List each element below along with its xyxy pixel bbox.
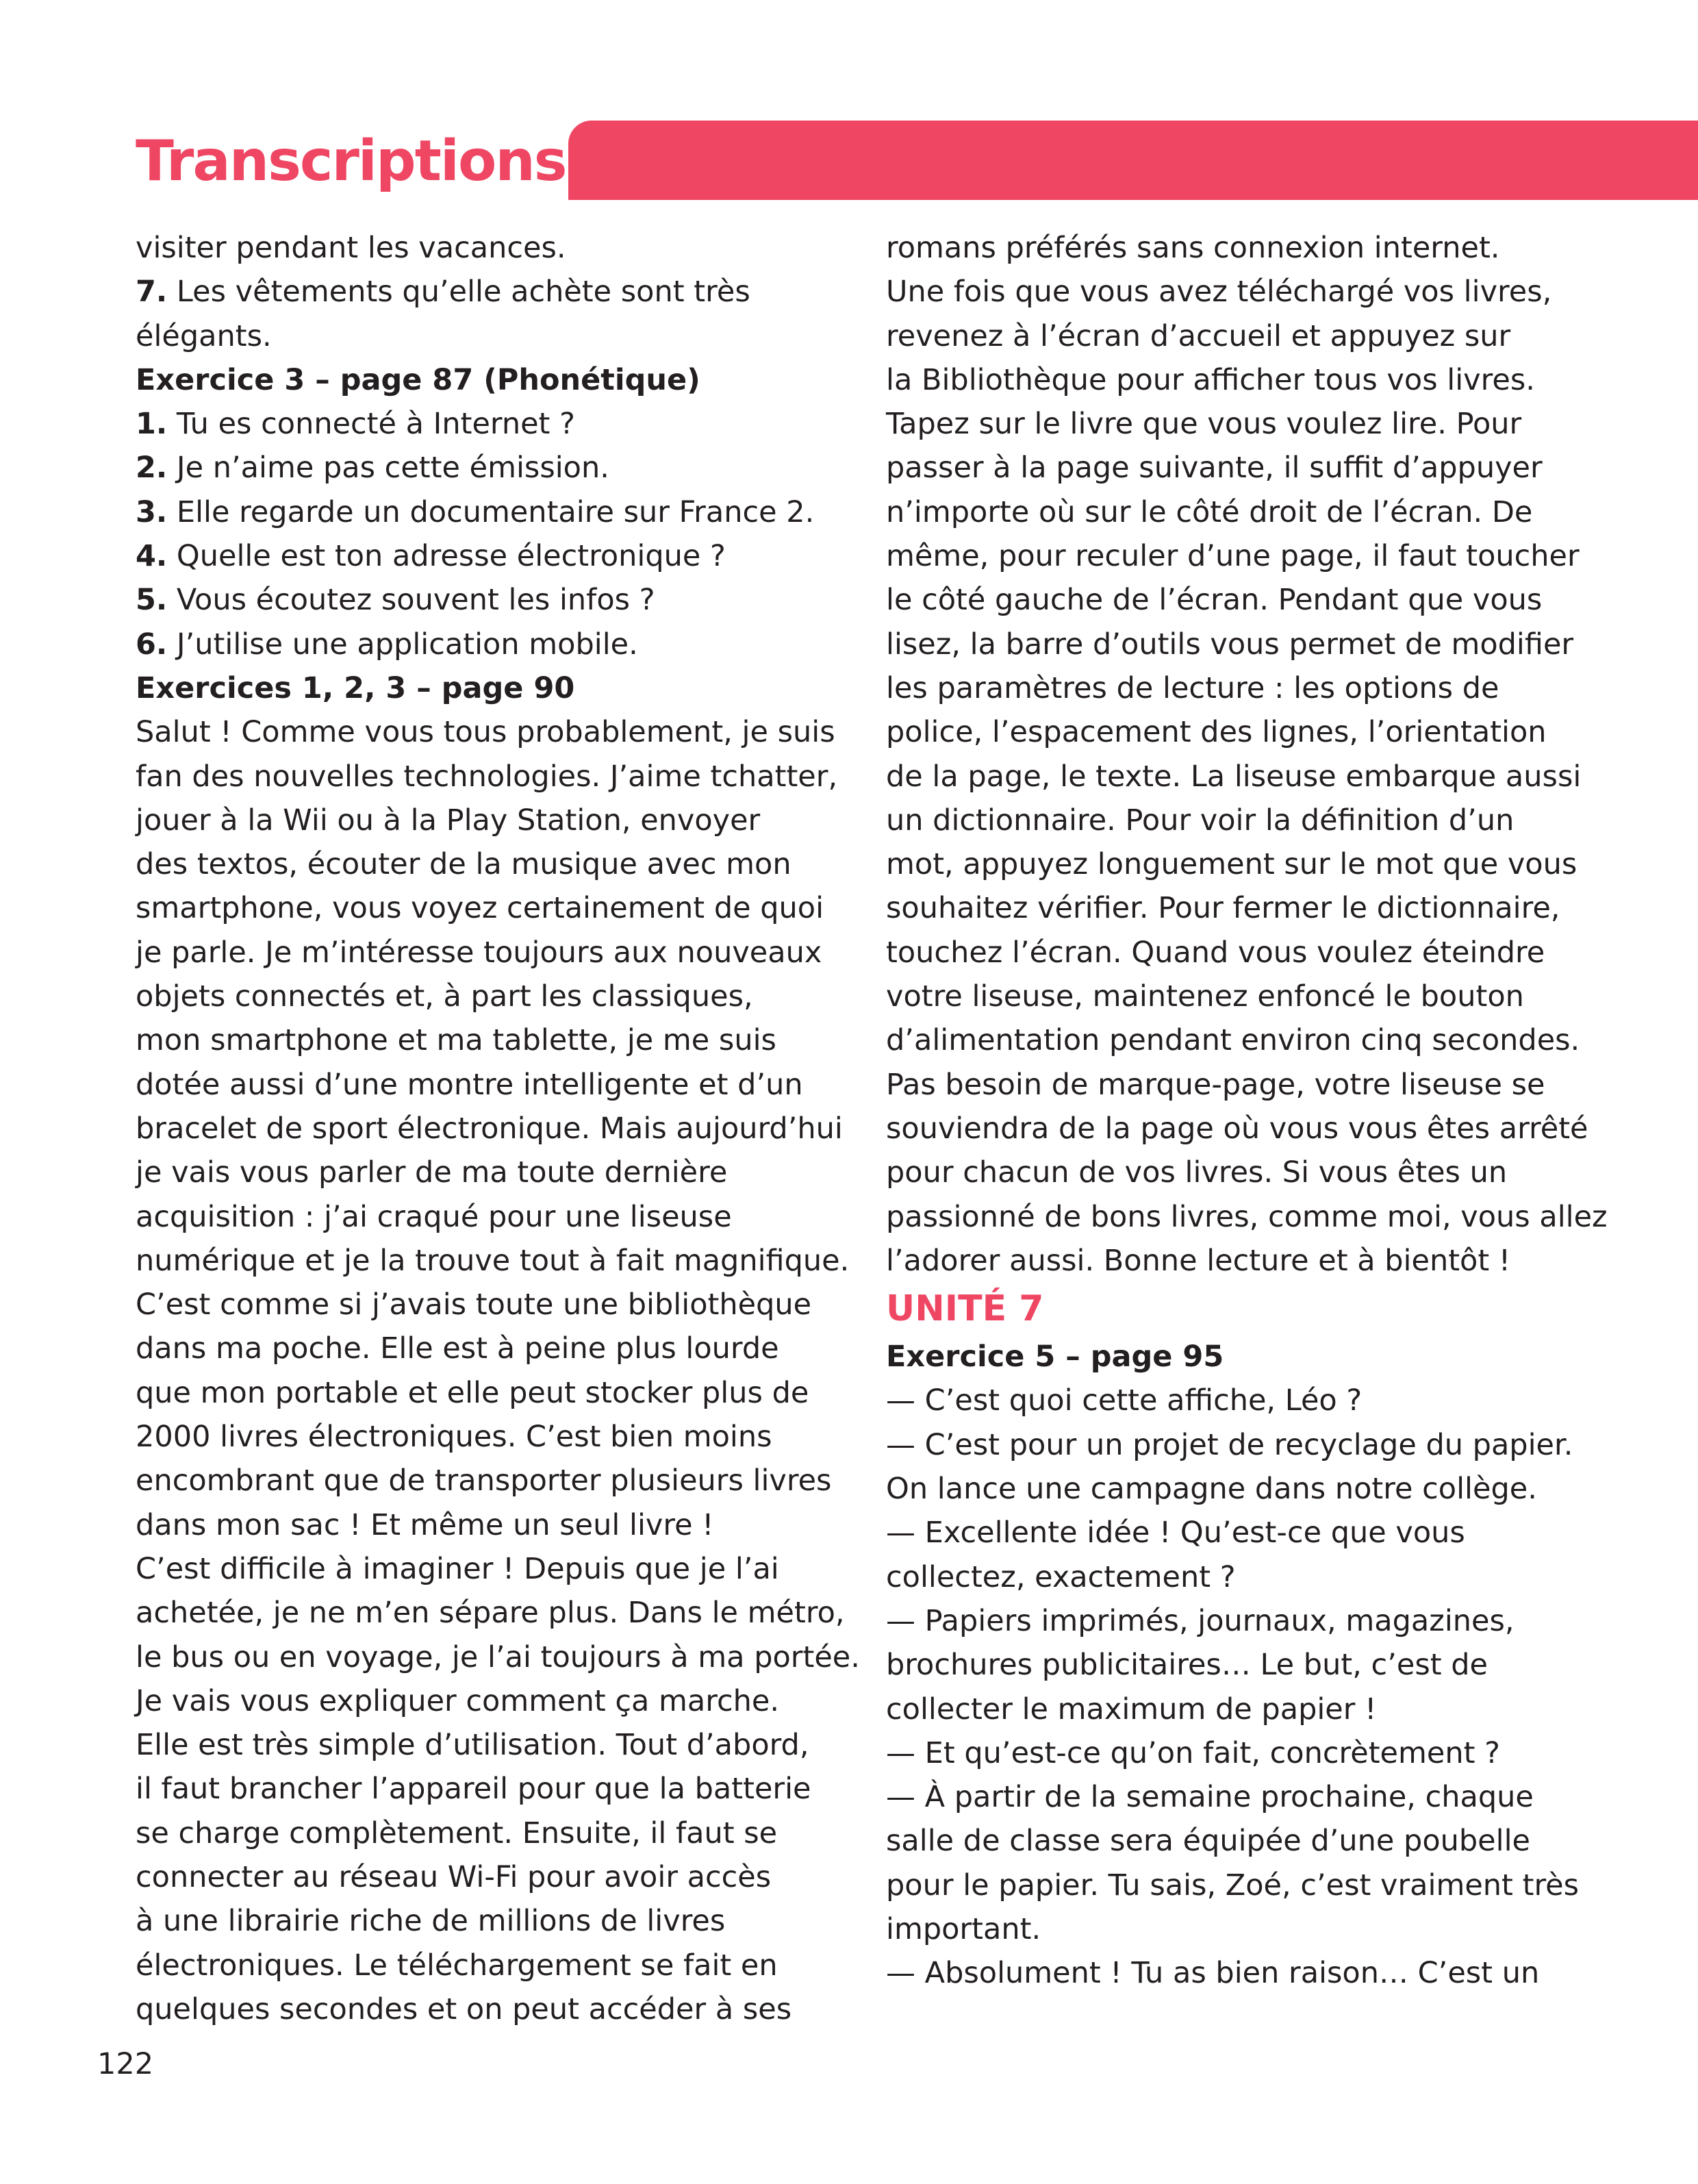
text-line	[136, 1591, 861, 1635]
text-line	[886, 358, 1612, 402]
line-text: il faut brancher l’appareil pour que la batterie	[136, 1772, 811, 1807]
text-line	[136, 1679, 861, 1723]
line-text: quelques secondes et on peut accéder à ses	[136, 1992, 792, 2026]
text-line	[136, 1107, 861, 1151]
line-text: C’est difficile à imaginer ! Depuis que je l’ai	[136, 1551, 779, 1586]
line-text: — À partir de la semaine prochaine, chaque	[886, 1780, 1534, 1815]
unit-heading: UNITÉ 7	[886, 1288, 1044, 1330]
text-line	[886, 1951, 1612, 1995]
text-line	[886, 1863, 1612, 1907]
text-line	[886, 270, 1612, 314]
line-text: C’est comme si j’avais toute une bibliothèque	[136, 1288, 812, 1322]
text-line	[886, 1819, 1612, 1863]
line-text: le côté gauche de l’écran. Pendant que vous	[886, 583, 1543, 618]
text-line	[886, 534, 1612, 578]
line-text: à une librairie riche de millions de livres	[136, 1904, 726, 1939]
item-number: 1.	[136, 407, 168, 442]
line-text: Tu es connecté à Internet ?	[167, 407, 575, 442]
text-line	[886, 1907, 1612, 1951]
text-line	[136, 1018, 861, 1062]
line-text: Elle regarde un documentaire sur France 2.	[167, 494, 815, 529]
line-text: fan des nouvelles technologies. J’aime tchatter,	[136, 759, 838, 794]
text-line	[136, 842, 861, 886]
page-number: 122	[97, 2047, 154, 2081]
numbered-item	[136, 446, 861, 490]
item-number: 6.	[136, 627, 168, 662]
line-text: je vais vous parler de ma toute dernière	[136, 1155, 728, 1190]
text-line	[136, 1283, 861, 1327]
line-text: d’alimentation pendant environ cinq secondes.	[886, 1023, 1580, 1058]
line-text: J’utilise une application mobile.	[167, 627, 638, 662]
line-text: mot, appuyez longuement sur le mot que vous	[886, 847, 1577, 882]
line-text: smartphone, vous voyez certainement de quoi	[136, 891, 824, 926]
line-text: encombrant que de transporter plusieurs livres	[136, 1464, 832, 1498]
text-line	[886, 1599, 1612, 1643]
text-line	[886, 402, 1612, 446]
line-text: je parle. Je m’intéresse toujours aux nouveaux	[136, 935, 822, 970]
text-line	[136, 1151, 861, 1194]
text-line	[136, 710, 861, 754]
text-line	[136, 1503, 861, 1547]
line-text: Je vais vous expliquer comment ça marche.	[136, 1683, 779, 1718]
page-title: Transcriptions	[136, 129, 566, 194]
text-line	[136, 886, 861, 930]
exercise-heading: Exercices 1, 2, 3 – page 90	[136, 670, 575, 705]
text-line	[136, 226, 861, 270]
line-text: — C’est quoi cette affiche, Léo ?	[886, 1383, 1363, 1418]
text-line	[886, 975, 1612, 1018]
line-text: dotée aussi d’une montre intelligente et d’un	[136, 1067, 803, 1102]
line-text: les paramètres de lecture : les options de	[886, 670, 1499, 705]
text-line	[886, 710, 1612, 754]
line-text: collecter le maximum de papier !	[886, 1692, 1377, 1727]
text-line	[886, 1239, 1612, 1283]
line-text: élégants.	[136, 318, 272, 353]
line-text: l’adorer aussi. Bonne lecture et à bientôt !	[886, 1243, 1511, 1278]
line-text: Salut ! Comme vous tous probablement, je suis	[136, 715, 835, 750]
line-text: lisez, la barre d’outils vous permet de modifier	[886, 627, 1574, 662]
line-text: acquisition : j’ai craqué pour une liseuse	[136, 1199, 732, 1234]
text-line	[886, 1423, 1612, 1467]
item-number: 7.	[136, 275, 168, 310]
text-line	[886, 314, 1612, 358]
text-line	[886, 1731, 1612, 1775]
line-text: Elle est très simple d’utilisation. Tout d’abord,	[136, 1728, 809, 1763]
text-line	[886, 1643, 1612, 1687]
numbered-item	[136, 578, 861, 622]
text-line	[136, 1239, 861, 1283]
line-text: pour le papier. Tu sais, Zoé, c’est vraiment très	[886, 1868, 1580, 1903]
text-line	[886, 1063, 1612, 1107]
numbered-item	[136, 270, 861, 314]
text-line	[136, 975, 861, 1018]
line-text: un dictionnaire. Pour voir la définition d’un	[886, 803, 1515, 838]
text-line	[886, 666, 1612, 710]
line-text: bracelet de sport électronique. Mais aujourd’hui	[136, 1111, 843, 1146]
text-line	[136, 1547, 861, 1591]
text-line	[136, 1767, 861, 1811]
numbered-item	[136, 490, 861, 534]
text-line	[136, 1987, 861, 2031]
line-text: pour chacun de vos livres. Si vous êtes un	[886, 1155, 1508, 1190]
text-line	[136, 1063, 861, 1107]
left-column	[136, 226, 861, 2031]
header-accent-band	[568, 121, 1698, 200]
line-text: que mon portable et elle peut stocker plus de	[136, 1375, 809, 1410]
line-text: électroniques. Le téléchargement se fait en	[136, 1948, 778, 1983]
item-number: 2.	[136, 451, 168, 486]
line-text: Tapez sur le livre que vous voulez lire. Pour	[886, 407, 1522, 442]
text-line	[886, 1379, 1612, 1422]
line-text: police, l’espacement des lignes, l’orientation	[886, 715, 1547, 750]
line-text: le bus ou en voyage, je l’ai toujours à ma portée.	[136, 1640, 860, 1674]
text-line	[886, 931, 1612, 975]
item-number: 3.	[136, 494, 168, 529]
item-number: 4.	[136, 539, 168, 574]
line-text: — Papiers imprimés, journaux, magazines,	[886, 1603, 1515, 1638]
text-line	[886, 1107, 1612, 1151]
line-text: On lance une campagne dans notre collège.	[886, 1472, 1537, 1507]
line-text: dans mon sac ! Et même un seul livre !	[136, 1507, 714, 1542]
line-text: important.	[886, 1911, 1041, 1946]
text-line	[136, 799, 861, 842]
line-text: même, pour reculer d’une page, il faut toucher	[886, 539, 1580, 574]
line-text: Les vêtements qu’elle achète sont très	[167, 275, 750, 310]
text-line	[886, 623, 1612, 666]
line-text: brochures publicitaires… Le but, c’est de	[886, 1648, 1488, 1683]
line-text: achetée, je ne m’en sépare plus. Dans le métro,	[136, 1596, 845, 1631]
line-text: 2000 livres électroniques. C’est bien moins	[136, 1420, 772, 1455]
line-text: n’importe où sur le côté droit de l’écran. De	[886, 494, 1533, 529]
text-line	[886, 1467, 1612, 1511]
line-text: romans préférés sans connexion internet.	[886, 231, 1500, 265]
text-line	[136, 1635, 861, 1679]
text-line	[136, 1944, 861, 1987]
text-line	[886, 1555, 1612, 1599]
line-text: — Et qu’est-ce qu’on fait, concrètement ?	[886, 1735, 1500, 1770]
text-line	[886, 1511, 1612, 1555]
text-line	[886, 578, 1612, 622]
text-line	[136, 1855, 861, 1899]
line-text: se charge complètement. Ensuite, il faut se	[136, 1816, 778, 1850]
line-text: — C’est pour un projet de recyclage du papier.	[886, 1427, 1573, 1462]
line-text: des textos, écouter de la musique avec mon	[136, 847, 791, 882]
line-text: la Bibliothèque pour afficher tous vos livres.	[886, 362, 1535, 397]
text-line	[136, 755, 861, 799]
line-text: Quelle est ton adresse électronique ?	[167, 539, 726, 574]
line-text: Vous écoutez souvent les infos ?	[167, 583, 655, 618]
line-text: visiter pendant les vacances.	[136, 231, 566, 265]
text-line	[886, 1687, 1612, 1731]
text-line	[886, 1018, 1612, 1062]
line-text: revenez à l’écran d’accueil et appuyez sur	[886, 318, 1511, 353]
numbered-item	[136, 402, 861, 446]
text-line	[886, 490, 1612, 534]
line-text: — Absolument ! Tu as bien raison… C’est un	[886, 1956, 1540, 1991]
line-text: passer à la page suivante, il suffit d’appuyer	[886, 451, 1543, 486]
text-line	[136, 314, 861, 358]
text-line	[136, 1899, 861, 1943]
exercise-heading: Exercice 5 – page 95	[886, 1340, 1224, 1375]
line-text: passionné de bons livres, comme moi, vous allez	[886, 1199, 1608, 1234]
text-line	[886, 755, 1612, 799]
line-text: dans ma poche. Elle est à peine plus lourde	[136, 1331, 779, 1366]
text-line	[136, 1459, 861, 1503]
line-text: numérique et je la trouve tout à fait magnifique.	[136, 1243, 850, 1278]
line-text: collectez, exactement ?	[886, 1559, 1236, 1594]
text-line	[886, 1151, 1612, 1194]
text-line	[136, 1327, 861, 1370]
line-text: touchez l’écran. Quand vous voulez éteindre	[886, 935, 1545, 970]
line-text: Pas besoin de marque-page, votre liseuse se	[886, 1067, 1545, 1102]
text-line	[136, 931, 861, 975]
right-column	[886, 226, 1612, 1996]
line-text: connecter au réseau Wi-Fi pour avoir accès	[136, 1859, 772, 1894]
text-line	[886, 799, 1612, 842]
text-line	[136, 1195, 861, 1239]
numbered-item	[136, 623, 861, 666]
text-line	[886, 1775, 1612, 1819]
text-line	[886, 446, 1612, 490]
line-text: mon smartphone et ma tablette, je me suis	[136, 1023, 776, 1058]
text-line	[886, 1195, 1612, 1239]
line-text: jouer à la Wii ou à la Play Station, envoyer	[136, 803, 761, 838]
text-line	[886, 226, 1612, 270]
item-number: 5.	[136, 583, 168, 618]
line-text: souhaitez vérifier. Pour fermer le dictionnaire,	[886, 891, 1560, 926]
line-text: souviendra de la page où vous vous êtes arrêté	[886, 1111, 1588, 1146]
line-text: — Excellente idée ! Qu’est-ce que vous	[886, 1516, 1465, 1551]
line-text: salle de classe sera équipée d’une poubelle	[886, 1824, 1530, 1859]
text-line	[136, 1811, 861, 1855]
numbered-item	[136, 534, 861, 578]
text-line	[886, 842, 1612, 886]
text-line	[886, 886, 1612, 930]
text-line	[136, 1723, 861, 1767]
line-text: de la page, le texte. La liseuse embarque aussi	[886, 759, 1582, 794]
exercise-heading: Exercice 3 – page 87 (Phonétique)	[136, 362, 700, 397]
line-text: objets connectés et, à part les classiques,	[136, 979, 753, 1014]
text-line	[136, 1371, 861, 1415]
line-text: votre liseuse, maintenez enfoncé le bouton	[886, 979, 1524, 1014]
line-text: Je n’aime pas cette émission.	[167, 451, 609, 486]
text-line	[136, 1415, 861, 1459]
line-text: Une fois que vous avez téléchargé vos livres,	[886, 275, 1552, 310]
